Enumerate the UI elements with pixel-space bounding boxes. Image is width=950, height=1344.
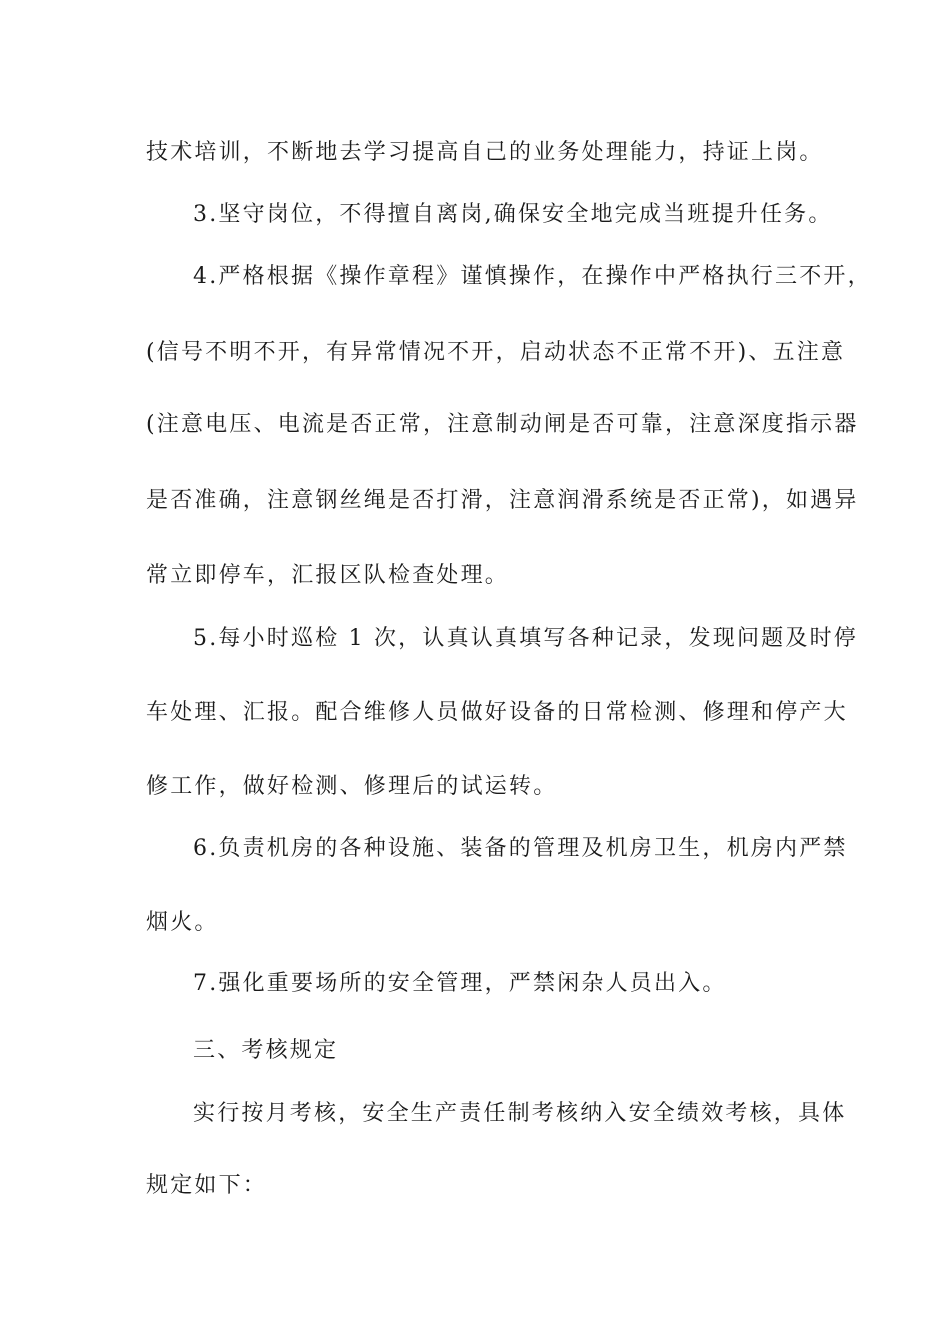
paragraph-line: 规定如下：	[146, 1173, 268, 1198]
paragraph-line: 修工作，做好检测、修理后的试运转。	[146, 774, 558, 799]
paragraph-line: 4.严格根据《操作章程》谨慎操作，在操作中严格执行三不开，	[193, 264, 872, 289]
paragraph-line: (信号不明不开，有异常情况不开，启动状态不正常不开)、五注意	[146, 340, 846, 365]
section-heading: 三、考核规定	[193, 1038, 339, 1063]
paragraph-line: 5.每小时巡检 1 次，认真认真填写各种记录，发现问题及时停	[193, 626, 858, 651]
paragraph-line: 常立即停车，汇报区队检查处理。	[146, 563, 510, 588]
paragraph-line: 3.坚守岗位，不得擅自离岗,确保安全地完成当班提升任务。	[193, 202, 833, 227]
paragraph-line: 是否准确，注意钢丝绳是否打滑，注意润滑系统是否正常)，如遇异	[146, 488, 859, 513]
paragraph-line: 车处理、汇报。配合维修人员做好设备的日常检测、修理和停产大	[146, 700, 848, 725]
paragraph-line: 烟火。	[146, 910, 219, 935]
paragraph-line: 6.负责机房的各种设施、装备的管理及机房卫生，机房内严禁	[193, 836, 848, 861]
paragraph-line: 技术培训，不断地去学习提高自己的业务处理能力，持证上岗。	[146, 140, 824, 165]
paragraph-line: (注意电压、电流是否正常，注意制动闸是否可靠，注意深度指示器	[146, 412, 859, 437]
paragraph-line: 7.强化重要场所的安全管理，严禁闲杂人员出入。	[193, 971, 727, 996]
paragraph-line: 实行按月考核，安全生产责任制考核纳入安全绩效考核，具体	[193, 1101, 847, 1126]
